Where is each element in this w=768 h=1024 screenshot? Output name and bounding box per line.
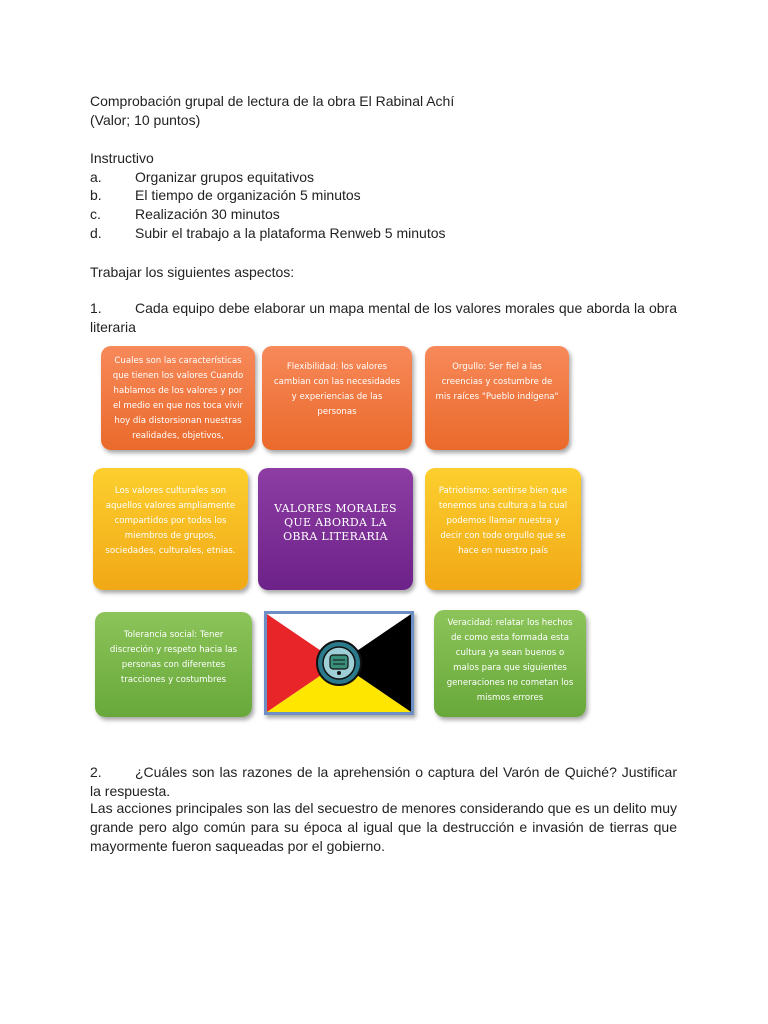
- item-marker: c.: [90, 206, 101, 222]
- instructivo-item: [90, 205, 280, 223]
- central-topic: VALORES MORALES QUE ABORDA LA OBRA LITERARIA: [258, 468, 413, 590]
- flag-graphic: [267, 614, 411, 712]
- value-box-characteristics: Cuales son las características que tienen los valores Cuando hablamos de los valores y por el medio en que nos toca vivir hoy día distorsionan nuestras realidades, objetivos,: [101, 346, 255, 450]
- instructivo-item: [90, 168, 314, 186]
- item-marker: a.: [90, 169, 102, 185]
- question-text: Cada equipo debe elaborar un mapa mental de los valores morales que aborda la obra literaria: [90, 300, 677, 335]
- instructivo-item: [90, 186, 361, 204]
- item-text: Realización 30 minutos: [135, 206, 280, 222]
- value-box-social-tolerance: Tolerancia social: Tener discreción y respeto hacia las personas con diferentes tracciones y costumbres: [95, 612, 252, 717]
- answer-2: Las acciones principales son las del secuestro de menores considerando que es un delito muy grande pero algo común para su época al igual que la destrucción e invasión de tierras que mayormente fueron saqueadas por el gobierno.: [90, 800, 677, 854]
- question-number: 2.: [90, 764, 102, 780]
- question-text: ¿Cuáles son las razones de la aprehensión o captura del Varón de Quiché? Justificar la respuesta.: [90, 764, 677, 799]
- value-box-flexibility: Flexibilidad: los valores cambian con las necesidades y experiencias de las personas: [262, 346, 412, 450]
- value-box-pride: Orgullo: Ser fiel a las creencias y costumbre de mis raíces "Pueblo indígena": [425, 346, 569, 450]
- item-marker: b.: [90, 187, 102, 203]
- question-number: 1.: [90, 300, 102, 316]
- item-text: Organizar grupos equitativos: [135, 169, 314, 185]
- value-box-veracity: Veracidad: relatar los hechos de como esta formada esta cultura ya sean buenos o malos para que siguientes generaciones no cometan los mismos errores: [434, 610, 586, 717]
- item-text: Subir el trabajo a la plataforma Renweb 5 minutos: [135, 225, 446, 241]
- item-text: El tiempo de organización 5 minutos: [135, 187, 361, 203]
- instructivo-item: [90, 224, 446, 242]
- aspects-heading: Trabajar los siguientes aspectos:: [90, 264, 295, 280]
- value-box-cultural-values: Los valores culturales son aquellos valores ampliamente compartidos por todos los miembros de grupos, sociedades, culturales, etnias.: [93, 468, 248, 590]
- document-title: Comprobación grupal de lectura de la obra El Rabinal Achí: [90, 93, 455, 109]
- question-1: [90, 299, 677, 337]
- question-2: [90, 763, 677, 801]
- instructivo-heading: Instructivo: [90, 150, 154, 166]
- value-box-patriotism: Patriotismo: sentirse bien que tenemos una cultura a la cual podemos llamar nuestra y decir con todo orgullo que se hace en nuestro país: [425, 468, 581, 590]
- points-value: (Valor; 10 puntos): [90, 112, 201, 128]
- maya-flag-image: [264, 611, 414, 715]
- item-marker: d.: [90, 225, 102, 241]
